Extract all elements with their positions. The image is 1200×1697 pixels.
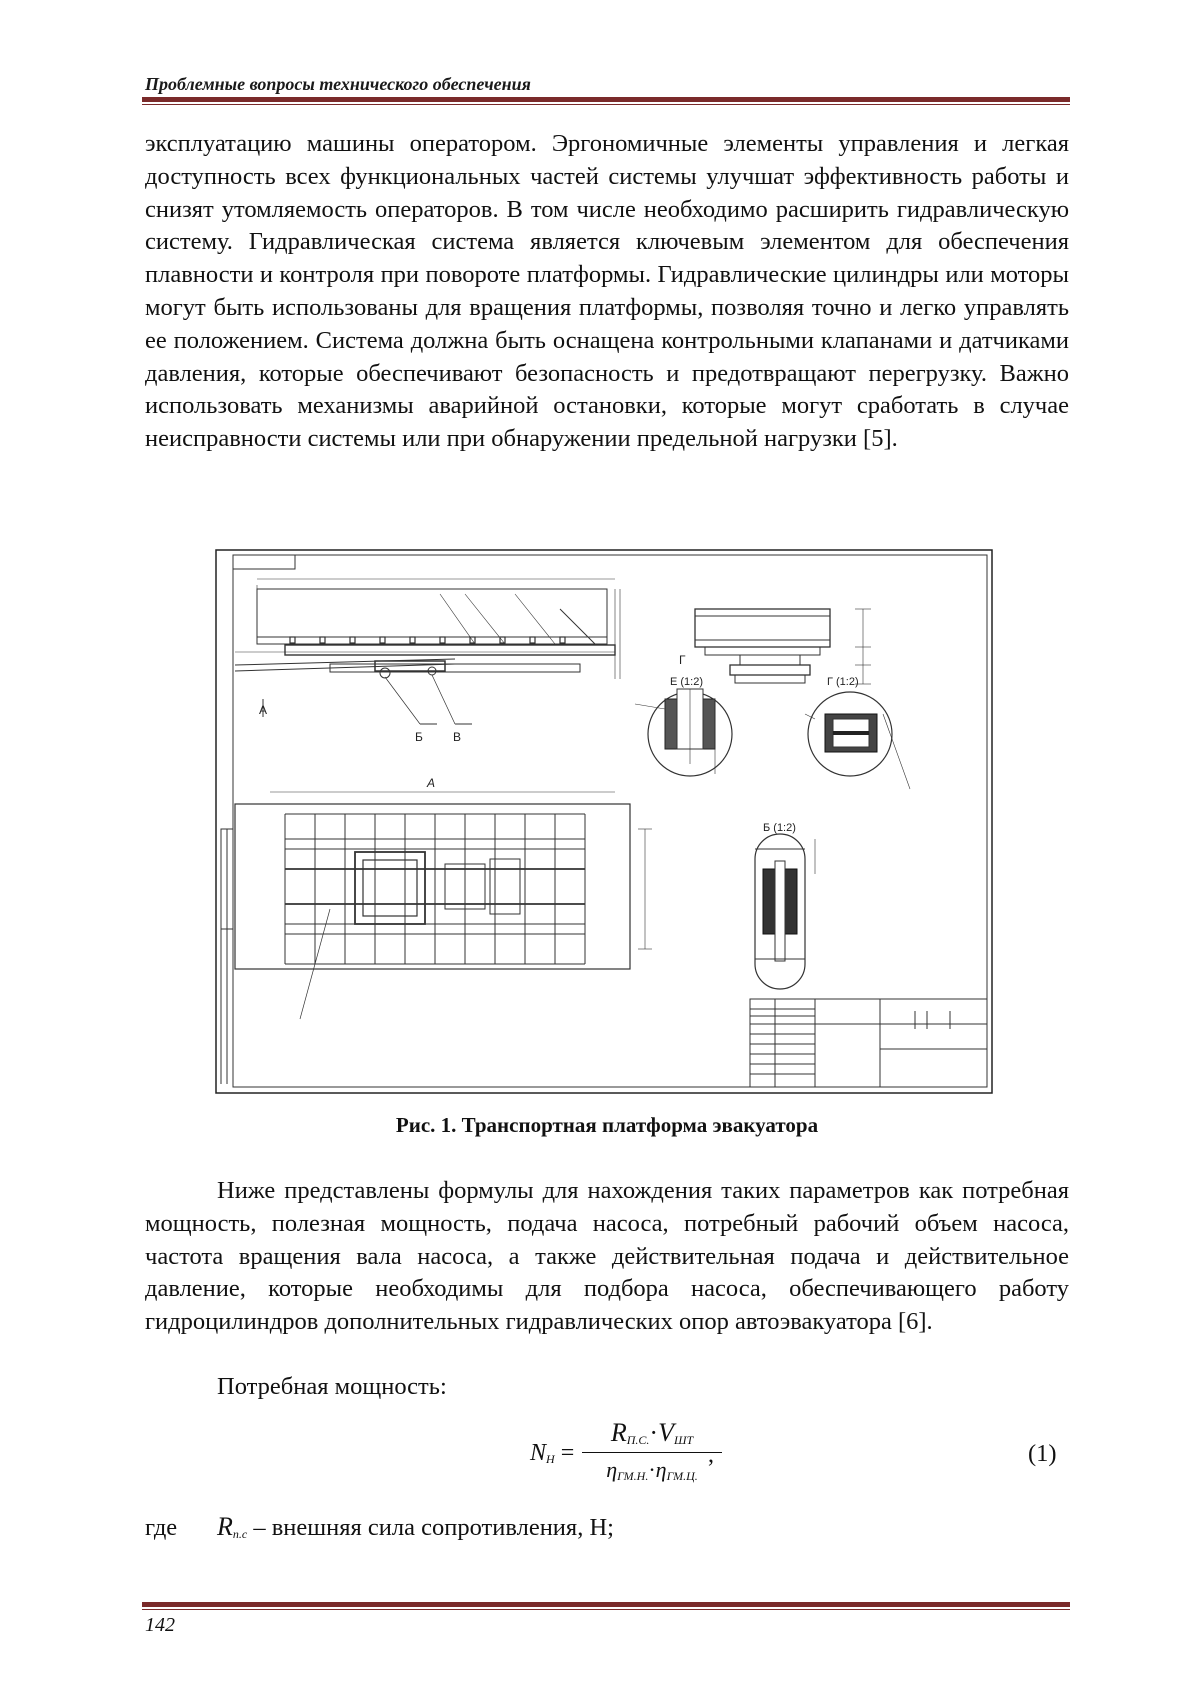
where-symbol-sub: п.с [232, 1527, 248, 1541]
footer-rule [142, 1602, 1070, 1610]
equation-number: (1) [1028, 1440, 1057, 1467]
view-a-title: А [427, 776, 436, 790]
paragraph-2: Ниже представлены формулы для нахождения таких параметров как потребная мощность, полезная мощность, подача насоса, потребный рабочий объем насоса, частота вращения вала насоса, а также действительная подача и действительное давление, которые необходимы для подбора насоса, обеспечивающего работу гидроцилиндров дополнительных гидравлических опор автоэвакуатора [6]. [145, 1177, 1069, 1336]
formula-fraction [582, 1418, 722, 1484]
running-title: Проблемные вопросы технического обеспечения [145, 74, 531, 94]
where-label: где [145, 1514, 178, 1541]
section-b-label: Б [415, 730, 423, 744]
where-text: – внешняя сила сопротивления, Н; [247, 1514, 614, 1541]
detail-e-label: Е (1:2) [670, 676, 704, 688]
where-symbol: R [217, 1512, 233, 1541]
where-clause [145, 1512, 1045, 1542]
technical-drawing [215, 549, 993, 1094]
header-rule [142, 97, 1070, 105]
formula-lhs: $N_Н$ = [530, 1440, 575, 1466]
formula-comma: , [708, 1442, 714, 1468]
formula-denominator: $\eta_{ГМ.Н.}\cdot\eta_{ГМ.Ц.}$ [606, 1457, 698, 1483]
view-g-label: Г [679, 653, 686, 667]
formula-numerator: $R_{П.С.}\cdot V_{ШТ}$ [610, 1418, 694, 1447]
paragraph-1: эксплуатацию машины оператором. Эргономичные элементы управления и легкая доступность всех функциональных частей системы улучшат эффективность работы и снизят утомляемость операторов. В том числе необходимо расширить гидравлическую систему. Гидравлическая система является ключевым элементом для обеспечения плавности и контроля при повороте платформы. Гидравлические цилиндры или моторы могут быть использованы для вращения платформы, позволяя точно и легко управлять ее положением. Система должна быть оснащена контрольными клапанами и датчиками давления, которые обеспечивают безопасность и предотвращают перегрузку. Важно использовать механизмы аварийной остановки, которые могут сработать в случае неисправности системы или при обнаружении предельной нагрузки [5]. [145, 130, 1069, 453]
formula-1 [530, 1418, 730, 1488]
view-a-arrow-label: А [259, 703, 268, 717]
page-number: 142 [145, 1614, 175, 1636]
detail-b-label: Б (1:2) [763, 822, 796, 834]
figure-caption: Рис. 1. Транспортная платформа эвакуатора [395, 1113, 819, 1137]
detail-g-label: Г (1:2) [827, 676, 859, 688]
paragraph-3: Потребная мощность: [217, 1373, 447, 1400]
section-v-label: В [453, 730, 462, 744]
figure-drawing [215, 549, 993, 1094]
